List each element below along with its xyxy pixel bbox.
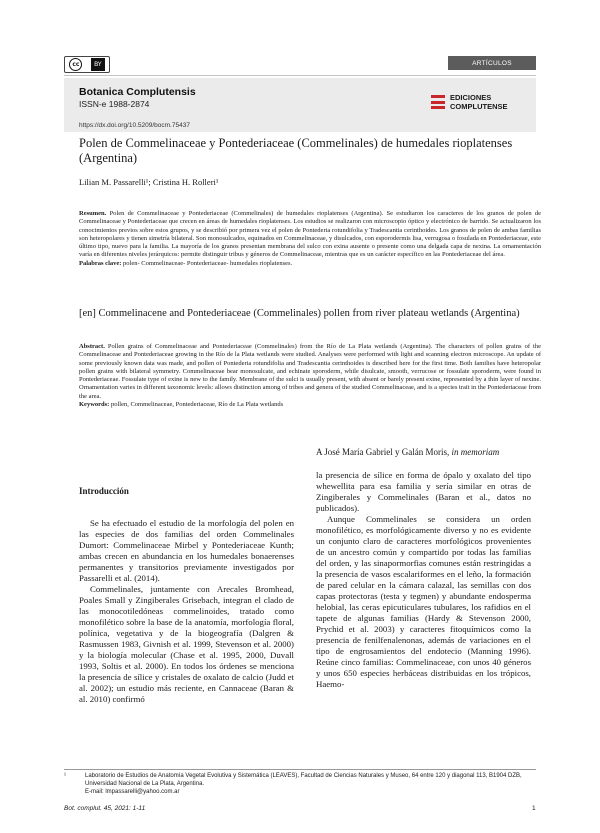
publisher-logo [431,93,508,111]
article-title-en: [en] Commelinacene and Pontederiaceae (Commelinales) pollen from river plateau wetlands (Argentina) [79,308,520,319]
paragraph: Aunque Commelinales se considera un orden monofilético, es morfológicamente diverso y no es evidente un conjunto claro de caracteres morfológicos provenientes de un ancestro común y compartido por todas las familias del orden, y las sinapormorfias comunes están restringidas a la presencia de vasos escalariformes en el leño, la formación de pared celular en la cámara calazal, las semillas con dos capas protectoras (testa y tegmen) y abundante endosperma helobial, las ceras epicuticulares tubulares, los rafidios en el tapete de algunas familias (Hardy & Stevenson 2000, Prychid et al. 2003) y caracteres fitoquímicos como la presencia de fenilfenalenonas, además de variaciones en el tipo de engrosamientos del endotecio (Manning 1996). Reúne cinco familias: Commelinaceae, con unos 40 géneros y unos 650 especies herbáceas distribuidas en los trópicos, Haemo- [316,514,531,689]
page-number: 1 [532,805,536,812]
abstract-text: Pollen grains of Commelinaceae and Pontederiaceae (Commelinales) from the Río de La Plata wetlands (Argentina). The characters of pollen grains of the Commelinaceae and Pontederiaceae growing in the Río de la Plata wetlands were studied. Analyses were performed with light and scanning electron microscope. An update of some previously known data was made, and pollen of Pontederia rotundifolia and Tradescantia cerinthoides is described here for the first time. Both families have heteropolar pollen grains with bilateral symmetry. Commelinaceae bear monosulcate, and echinate sporoderm, while disulcate, smooth, verrucose or fossulate sporoderm, were found in Pontederiaceae. Fossulate type of exine is new to the family. Membrane of the sulci is usually present, with absent or barely present exine, represented by a thin layer of nexine. Ornamentation varies in different taxonomic levels: allows distinction among of tribes and genera of the studied Commelinaceae, and is a species trait in the Pontederiaceae from the area. [79,343,541,400]
keywords-label: Keywords: [79,401,110,409]
body-column-left [79,486,294,705]
palabras-label: Palabras clave: [79,259,122,267]
issn: ISSN-e 1988-2874 [79,99,150,109]
section-heading: Introducción [79,486,129,496]
paragraph: Commelinales, juntamente con Arecales Bromhead, Poales Small y Zingiberales Grisebach, integran el clado de las monocotiledóneas commelinoides, tratado como monofilético sobre la base de la anatomía, morfología floral, polínica, vegetativa y de la biogeografía (Dalgren & Rasmussen 1983, Givnish et al. 1999, Stevenson et al. 2000) y la biología molecular (Chase et al. 1995, 2000, Duvall 1993, Soltis et al. 2000). En todos los órdenes se menciona la presencia de sílice y cristales de oxalato de calcio (Judd et al. 2002); un estudio más reciente, en Cannaceae (Baran & al. 2010) confirmó [79,584,294,704]
authors: Lilian M. Passarelli¹; Cristina H. Rolleri¹ [79,177,219,187]
palabras-text: polen- Commelinaceae- Pontederiaceae- humedales rioplatenses. [123,259,293,267]
paragraph: Se ha efectuado el estudio de la morfología del polen en las especies de dos familias del orden Commelinales Dumort: Commelinaceae Mirbel y Pontederiaceae Kunth; ambas crecen en abundancia en los humedales bonaerenses permanentes y transitorios previamente investigados por Passarelli et al. (2014). [79,518,294,583]
footnote [64,772,538,796]
article-title: Polen de Commelinaceae y Pontederiaceae (Commelinales) de humedales rioplatenses (Argentina) [79,136,513,165]
keywords-text: pollen, Commelinaceae, Pontederiaceae, Río de La Plata wetlands [110,401,284,409]
publisher-line1: EDICIONES [450,93,492,102]
section-tag: ARTÍCULOS [448,56,536,70]
header-divider [64,75,536,76]
paragraph: la presencia de sílice en forma de ópalo y oxalato del tipo whewellita para esa familia y sería similar en otras de Zingiberales y Commelinales (Baran et al., datos no publicados). [316,470,531,513]
footnote-text: Laboratorio de Estudios de Anatomía Vegetal Evolutiva y Sistemática (LEAVES), Facultad de Ciencias Naturales y Museo, 64 entre 120 y diagonal 113, B1904 DZB, Universidad Nacional de La Plata, Argentina. [85,773,522,787]
resumen-label: Resumen. [79,210,107,217]
footnote-divider [64,769,536,770]
resumen-text: Polen de Commelinaceae y Pontederiaceae (Commelinales) de humedales rioplatenses (Argentina). Se estudiaron los caracteres de los granos de polen de Commelinaceae y Pontederiaceae que crecen en áreas de humedales rioplatenses. Los estudios se realizaron con microscopio óptico y electrónico de barrido. Se actualizaron los conocimientos previos sobre estos grupos, y se describió por primera vez el polen de Pontederia rotundifolia y Tradescantia cerinthoides. Los granos de polen de ambas familias son heteropolares y tienen simetría bilateral. Son monosulcados, equinados en Commelinaceae, y disulcados, con esporodermis lisa, verrugosa o fosulada en Pontederiaceae, este último tipo, nuevo para la familia. La mayoría de los granos presentan membrana del sulco con exina ausente o presente como una delgada capa de nexina. La ornamentación varía en diferentes niveles jerárquicos: permite distinguir tribus y géneros de Commelinaceae, mientras que es un carácter específico en las Pontederiaceae del área. [79,210,542,259]
footnote-email[interactable]: E-mail: lmpassarelli@yahoo.com.ar [85,789,180,795]
dedication-suffix: in memoriam [451,447,500,457]
dedication-name: A José María Gabriel y Galán Moris, [316,447,450,457]
abstract-label: Abstract. [79,343,105,350]
journal-name: Botanica Complutensis [79,86,196,98]
cc-icon: cc [69,58,82,71]
resumen [79,210,541,268]
body-column-right [316,470,531,690]
doi-link[interactable]: https://dx.doi.org/10.5209/bocm.75437 [79,122,190,129]
footnote-marker: ¹ [64,773,66,779]
dedication [316,447,499,457]
cc-by-license-badge[interactable] [64,56,110,73]
publisher-logo-icon [431,95,445,109]
by-icon: BY [91,58,104,71]
footer-citation: Bot. complut. 45, 2021: 1-11 [64,805,146,812]
abstract-en [79,343,541,409]
publisher-line2: COMPLUTENSE [450,102,508,111]
